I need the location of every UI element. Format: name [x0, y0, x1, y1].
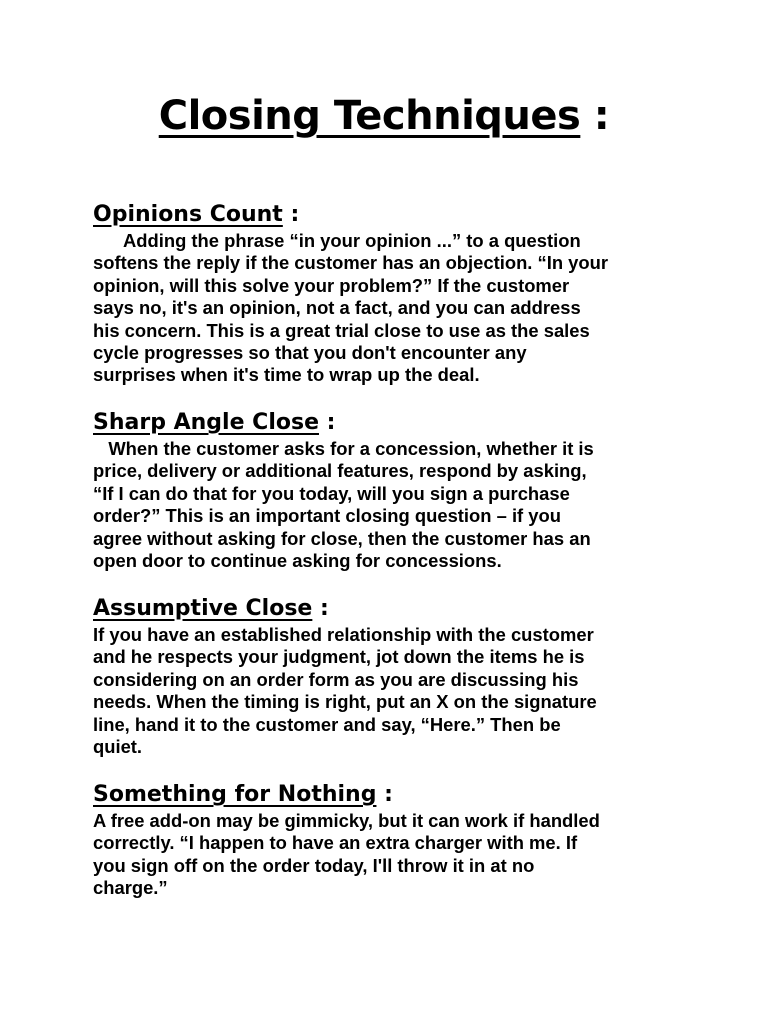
body-line: considering on an order form as you are discussing his: [93, 668, 579, 690]
section-something-for-nothing: [93, 782, 683, 900]
section-sharp-angle-close: [93, 410, 683, 572]
body-line: order?” This is an important closing question – if you: [93, 505, 561, 527]
body-line: and he respects your judgment, jot down the items he is: [93, 646, 585, 668]
section-heading-suffix: :: [376, 782, 393, 807]
body-line: “If I can do that for you today, will you sign a purchase: [93, 482, 570, 504]
section-assumptive-close: [93, 596, 683, 758]
body-line: cycle progresses so that you don't encounter any: [93, 342, 527, 364]
body-line: price, delivery or additional features, respond by asking,: [93, 460, 587, 482]
body-line: agree without asking for close, then the customer has an: [93, 527, 591, 549]
page-title-text: Closing Techniques: [158, 93, 581, 139]
section-body: [93, 230, 683, 387]
section-heading: [93, 782, 683, 808]
body-line: says no, it's an opinion, not a fact, and you can address: [93, 297, 581, 319]
section-heading-suffix: :: [282, 202, 300, 227]
body-line: you sign off on the order today, I'll throw it in at no: [93, 854, 535, 876]
section-heading: [93, 596, 683, 622]
body-line: line, hand it to the customer and say, “Here.” Then be: [93, 713, 561, 735]
body-line: his concern. This is a great trial close to use as the sales: [93, 319, 590, 341]
body-line: needs. When the timing is right, put an X on the signature: [93, 691, 597, 713]
body-line: softens the reply if the customer has an objection. “In your: [93, 252, 609, 274]
body-line: open door to continue asking for concessions.: [93, 550, 502, 572]
body-line: charge.”: [93, 877, 168, 899]
section-heading-suffix: :: [318, 410, 336, 435]
section-heading: [93, 202, 683, 228]
body-line: When the customer asks for a concession, whether it is: [93, 438, 594, 459]
section-heading-suffix: :: [312, 596, 329, 621]
body-line: Adding the phrase “in your opinion ...” to a question: [93, 230, 581, 251]
section-body: [93, 810, 683, 900]
section-heading-text: Sharp Angle Close: [93, 410, 319, 435]
body-line: correctly. “I happen to have an extra charger with me. If: [93, 832, 578, 854]
body-line: quiet.: [93, 736, 143, 758]
section-body: [93, 624, 683, 758]
section-body: [93, 438, 683, 572]
section-heading-text: Assumptive Close: [93, 596, 313, 621]
section-heading-text: Something for Nothing: [93, 782, 377, 807]
section-heading: [93, 410, 683, 436]
body-line: A free add-on may be gimmicky, but it can work if handled: [93, 810, 600, 831]
body-line: surprises when it's time to wrap up the deal.: [93, 364, 480, 386]
section-heading-text: Opinions Count: [93, 202, 283, 227]
page-title-suffix: :: [580, 93, 610, 139]
page-title: [0, 88, 768, 144]
body-line: If you have an established relationship with the customer: [93, 624, 594, 645]
section-opinions-count: [93, 202, 683, 387]
body-line: opinion, will this solve your problem?” If the customer: [93, 274, 570, 296]
